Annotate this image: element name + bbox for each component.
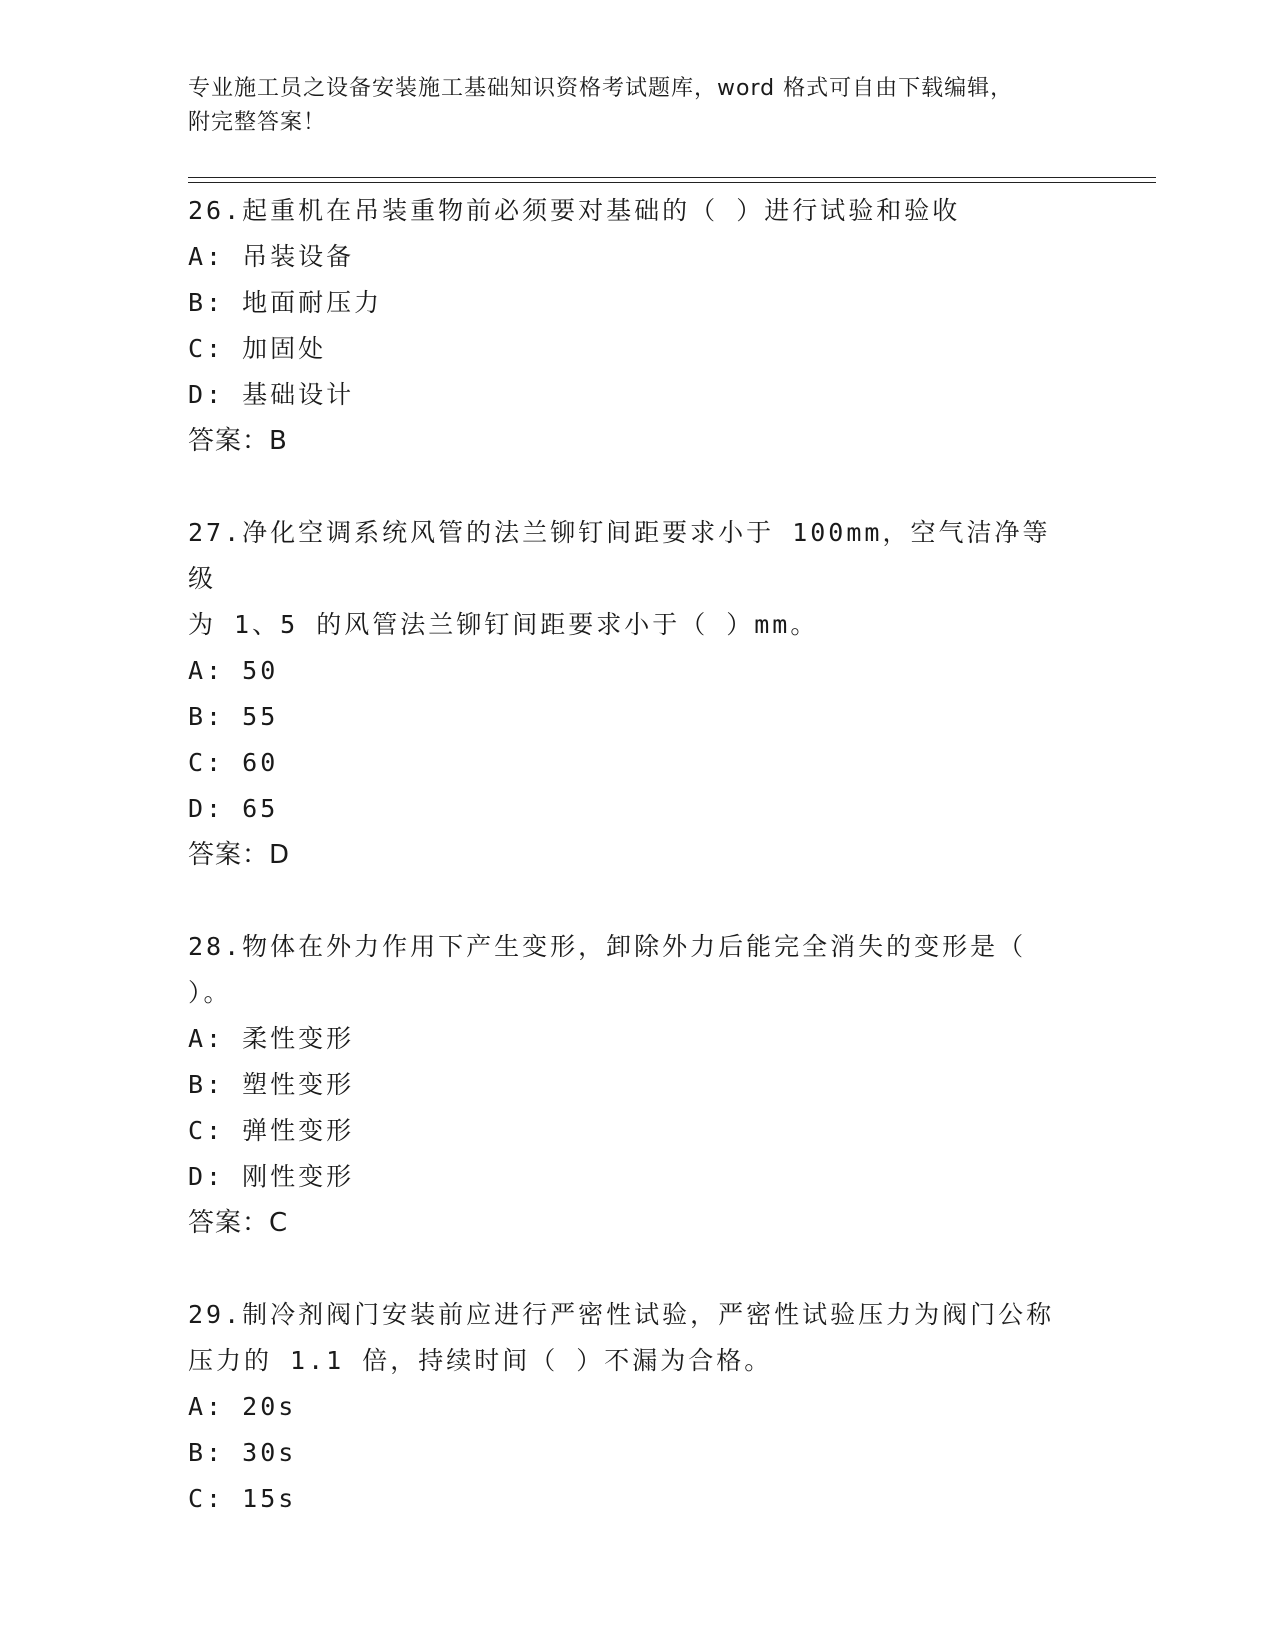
spacer	[188, 1246, 1078, 1292]
question-text-continued: 为 1、5 的风管法兰铆钉间距要求小于（ ）mm。	[188, 610, 819, 639]
option-c: C: 60	[188, 748, 279, 777]
option-d: D: 65	[188, 794, 279, 823]
question-text: 27.净化空调系统风管的法兰铆钉间距要求小于 100mm，空气洁净等级	[188, 518, 1051, 593]
question-27	[188, 510, 1078, 878]
header-divider-bottom	[188, 182, 1156, 183]
option-d: D: 基础设计	[188, 380, 355, 409]
question-text-continued: 压力的 1.1 倍，持续时间（ ）不漏为合格。	[188, 1346, 773, 1375]
option-a: A: 吊装设备	[188, 242, 355, 271]
spacer	[188, 878, 1078, 924]
answer-line: 答案：D	[188, 840, 291, 870]
option-c: C: 15s	[188, 1484, 297, 1513]
question-text: 28.物体在外力作用下产生变形，卸除外力后能完全消失的变形是（	[188, 932, 1027, 961]
header-line-2: 附完整答案！	[188, 110, 327, 135]
option-b: B: 塑性变形	[188, 1070, 355, 1099]
option-c: C: 加固处	[188, 334, 327, 363]
option-a: A: 50	[188, 656, 279, 685]
option-b: B: 地面耐压力	[188, 288, 383, 317]
header-line-1: 专业施工员之设备安装施工基础知识资格考试题库，word 格式可自由下载编辑，	[188, 76, 1014, 101]
answer-line: 答案：C	[188, 1208, 289, 1238]
option-d: D: 刚性变形	[188, 1162, 355, 1191]
document-header	[188, 72, 1078, 140]
question-list	[188, 188, 1078, 1522]
option-a: A: 20s	[188, 1392, 297, 1421]
question-text-continued: ）。	[188, 978, 232, 1007]
question-text: 26.起重机在吊装重物前必须要对基础的（ ）进行试验和验收	[188, 196, 961, 225]
option-c: C: 弹性变形	[188, 1116, 355, 1145]
option-b: B: 30s	[188, 1438, 297, 1467]
question-text: 29.制冷剂阀门安装前应进行严密性试验，严密性试验压力为阀门公称	[188, 1300, 1055, 1329]
spacer	[188, 464, 1078, 510]
question-29	[188, 1292, 1078, 1522]
header-divider-top	[188, 177, 1156, 178]
answer-line: 答案：B	[188, 426, 288, 456]
option-a: A: 柔性变形	[188, 1024, 355, 1053]
question-28	[188, 924, 1078, 1246]
option-b: B: 55	[188, 702, 279, 731]
question-26	[188, 188, 1078, 464]
